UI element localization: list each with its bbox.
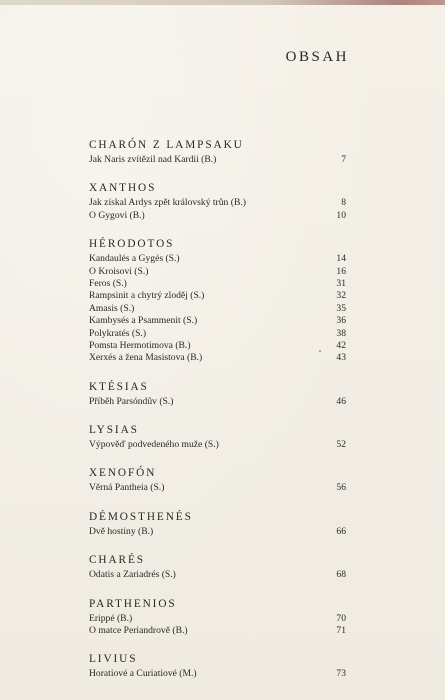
toc-entry [89, 315, 349, 327]
entry-page-number: 73 [336, 668, 346, 680]
entry-title: Polykratés (S.) [89, 327, 147, 339]
section-heading: XANTHOS [89, 182, 157, 195]
toc-entry [89, 290, 349, 302]
entry-page-number: 38 [336, 327, 346, 339]
toc-entry [89, 482, 349, 494]
entry-title: Věrná Pantheia (S.) [89, 482, 165, 494]
entry-title: Erippé (B.) [89, 612, 133, 624]
page-top-edge [0, 0, 445, 5]
entry-title: Feros (S.) [89, 277, 127, 289]
toc-entry [89, 569, 349, 581]
section-heading: CHARÉS [89, 554, 145, 567]
entry-page-number: 52 [336, 439, 346, 451]
toc-section [89, 510, 349, 538]
entry-page-number: 42 [336, 339, 346, 351]
toc-entry [89, 278, 349, 290]
entry-title: Pomsta Hermotimova (B.) [89, 339, 191, 351]
toc-section [89, 652, 349, 680]
toc-entry [89, 266, 349, 278]
entry-title: Příběh Parsóndův (S.) [89, 395, 174, 407]
toc-entry [89, 154, 349, 166]
section-heading: HÉRODOTOS [89, 238, 175, 251]
toc-entry [89, 328, 349, 340]
section-heading: CHARÓN Z LAMPSAKU [89, 139, 244, 151]
toc-entry [89, 439, 349, 451]
entry-page-number: 14 [336, 253, 346, 265]
entry-page-number: 8 [341, 197, 346, 209]
toc-entry [89, 253, 349, 265]
entry-page-number: 66 [336, 525, 346, 537]
entry-page-number: 46 [336, 395, 346, 407]
toc-entry [89, 340, 349, 352]
section-heading: PARTHENIOS [89, 597, 177, 610]
paper-speck [319, 350, 321, 352]
entry-page-number: 16 [336, 265, 346, 277]
entry-page-number: 56 [336, 482, 346, 494]
toc-section [89, 237, 349, 365]
entry-title: Amasis (S.) [89, 302, 135, 314]
toc-section [89, 181, 349, 222]
toc-entry [89, 613, 349, 625]
entry-title: O Kroisovi (S.) [89, 265, 149, 277]
entry-page-number: 70 [336, 612, 346, 624]
toc-section [89, 466, 349, 494]
entry-title: Kambysés a Psammenit (S.) [89, 315, 198, 327]
entry-title: Jak získal Ardys zpět královský trůn (B.) [89, 197, 246, 209]
entry-page-number: 71 [336, 625, 346, 637]
entry-page-number: 36 [336, 315, 346, 327]
entry-title: Kandaulés a Gygés (S.) [89, 253, 180, 265]
entry-page-number: 31 [336, 277, 346, 289]
entry-title: O matce Periandrově (B.) [89, 625, 188, 637]
entry-page-number: 7 [341, 154, 346, 165]
toc-entry [89, 210, 349, 222]
entry-title: Dvě hostiny (B.) [89, 525, 154, 537]
entry-title: Odatis a Zariadrés (S.) [89, 569, 176, 581]
entry-page-number: 32 [336, 290, 346, 302]
section-heading: LYSIAS [89, 424, 139, 437]
section-heading: LIVIUS [89, 653, 138, 666]
entry-page-number: 10 [336, 209, 346, 221]
toc-section [89, 138, 349, 166]
toc-entry [89, 303, 349, 315]
entry-title: Xerxés a žena Masistova (B.) [89, 352, 203, 364]
entry-page-number: 43 [336, 352, 346, 364]
entry-title: Jak Naris zvítězil nad Kardii (B.) [89, 154, 217, 165]
entry-title: Horatiové a Curiatiové (M.) [89, 668, 197, 680]
entry-title: O Gygovi (B.) [89, 209, 145, 221]
toc-section [89, 553, 349, 581]
section-heading: DÉMOSTHENÉS [89, 510, 193, 523]
toc-entry [89, 352, 349, 364]
toc-entry [89, 197, 349, 209]
entry-page-number: 35 [336, 302, 346, 314]
toc-entry [89, 526, 349, 538]
toc-section [89, 380, 349, 408]
entry-title: Výpověď podvedeného muže (S.) [89, 439, 219, 451]
table-of-contents [89, 138, 349, 696]
section-heading: XENOFÓN [89, 467, 157, 480]
page-title: OBSAH [285, 49, 349, 65]
entry-title: Rampsinit a chytrý zloděj (S.) [89, 290, 205, 302]
toc-entry [89, 625, 349, 637]
entry-page-number: 68 [336, 569, 346, 581]
toc-entry [89, 396, 349, 408]
toc-section [89, 597, 349, 638]
toc-section [89, 423, 349, 451]
toc-entry [89, 668, 349, 680]
section-heading: KTÉSIAS [89, 380, 149, 393]
